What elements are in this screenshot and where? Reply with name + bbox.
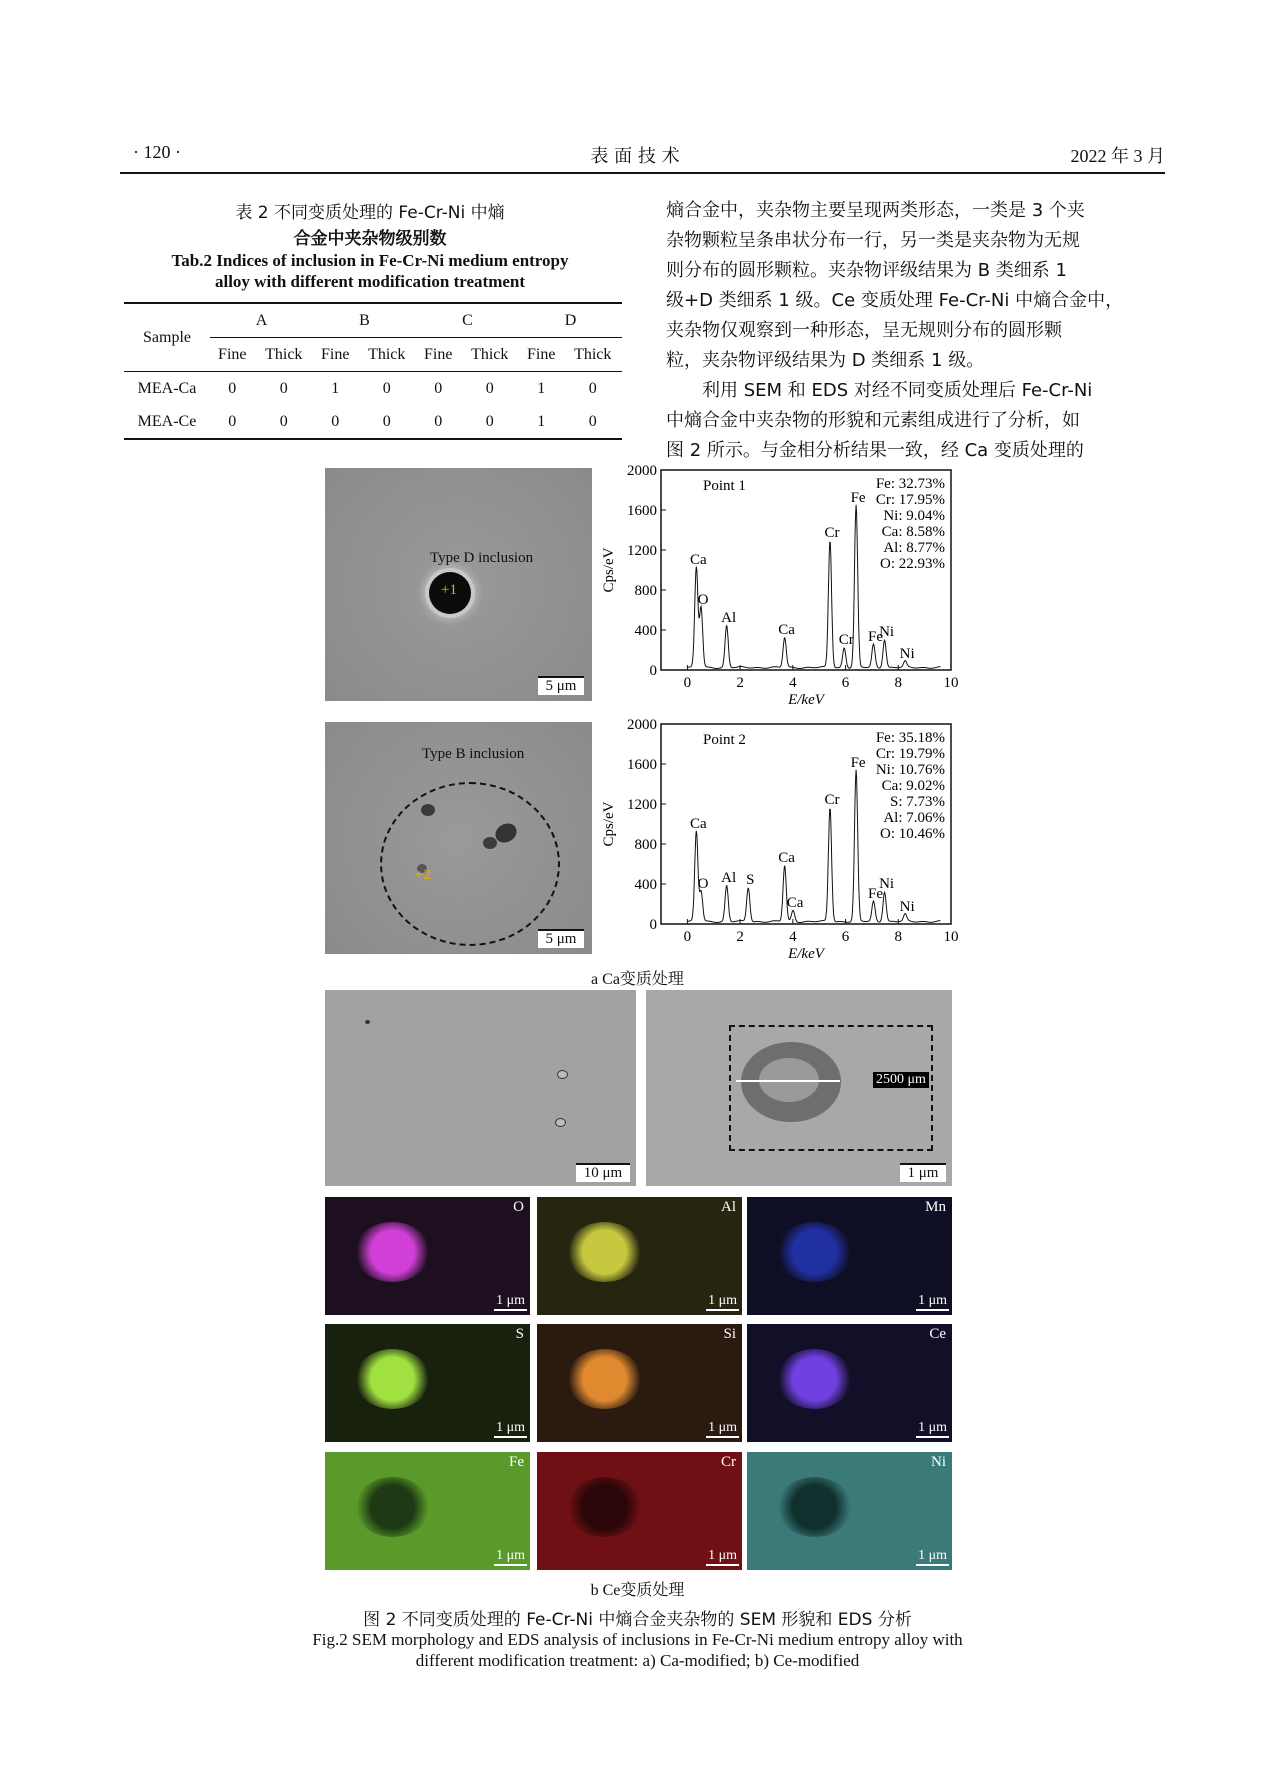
sub-thick: Thick xyxy=(564,338,623,372)
inclusion-particle xyxy=(557,1070,568,1079)
cell: 1 xyxy=(331,379,340,397)
cell: 0 xyxy=(434,379,443,397)
element-label: Ce xyxy=(929,1326,946,1342)
peak-label: Al xyxy=(721,610,737,626)
measure-label: 2500 μm xyxy=(873,1072,929,1088)
x-tick-label: 0 xyxy=(683,675,692,691)
composition-annotation: O: 22.93% xyxy=(880,556,945,572)
scale-bar: 1 μm xyxy=(494,1548,527,1566)
spectrum-title: Point 1 xyxy=(703,478,746,494)
scale-bar: 1 μm xyxy=(900,1163,946,1182)
y-tick-label: 1200 xyxy=(627,797,657,813)
composition-annotation: Ni: 10.76% xyxy=(875,762,945,778)
text-line: 则分布的圆形颗粒。夹杂物评级结果为 B 类细系 1 xyxy=(666,260,1067,281)
header-sample: Sample xyxy=(124,303,210,372)
cell: 1 xyxy=(537,412,546,430)
peak-label: Ca xyxy=(778,622,795,638)
x-tick-label: 4 xyxy=(789,675,797,691)
text-line: 中熵合金中夹杂物的形貌和元素组成进行了分析，如 xyxy=(666,410,1080,431)
composition-annotation: Al: 7.06% xyxy=(883,810,945,826)
element-label: Ni xyxy=(931,1454,946,1470)
text-line: 夹杂物仅观察到一种形态，呈无规则分布的圆形颗 xyxy=(666,320,1062,341)
peak-label: S xyxy=(746,872,755,888)
composition-annotation: Ni: 9.04% xyxy=(883,508,945,524)
x-tick-label: 10 xyxy=(943,675,959,691)
inclusion-particle xyxy=(421,804,435,816)
element-distribution-blob xyxy=(355,1477,430,1537)
x-tick-label: 2 xyxy=(736,675,744,691)
peak-label: Al xyxy=(721,870,737,886)
figure-caption-en-1: Fig.2 SEM morphology and EDS analysis of inclusions in Fe-Cr-Ni medium entropy alloy with xyxy=(312,1630,963,1649)
cell: 0 xyxy=(228,412,237,430)
composition-annotation: Ca: 9.02% xyxy=(881,778,945,794)
scale-bar: 1 μm xyxy=(494,1293,527,1311)
text-line: 利用 SEM 和 EDS 对经不同变质处理后 Fe-Cr-Ni xyxy=(702,380,1093,401)
subcaption-b: b Ce变质处理 xyxy=(590,1582,685,1599)
peak-label: Fe xyxy=(867,886,883,902)
element-label: Cr xyxy=(721,1454,736,1470)
eds-map-o xyxy=(325,1197,530,1315)
eds-map-ce xyxy=(747,1324,952,1442)
y-tick-label: 1200 xyxy=(627,543,657,559)
peak-label: Ca xyxy=(778,850,795,866)
cell: 0 xyxy=(485,379,494,397)
text-line: 级+D 类细系 1 级。Ce 变质处理 Fe-Cr-Ni 中熵合金中， xyxy=(666,290,1124,311)
table-title-en-2: alloy with different modification treatment xyxy=(214,272,526,291)
sub-thick: Thick xyxy=(255,338,313,372)
sub-fine: Fine xyxy=(210,338,255,372)
peak-label: Fe xyxy=(867,629,883,645)
inclusion-type-label: Type B inclusion xyxy=(422,746,525,762)
cell: 0 xyxy=(382,412,391,430)
element-distribution-blob xyxy=(777,1477,852,1537)
x-tick-label: 0 xyxy=(683,929,692,945)
eds-map-fe xyxy=(325,1452,530,1570)
point-marker: +1 xyxy=(441,582,457,598)
element-distribution-blob xyxy=(567,1349,642,1409)
peak-label: Ni xyxy=(879,876,895,892)
peak-label: Ca xyxy=(689,552,707,568)
header-group-d: D xyxy=(519,303,622,338)
y-tick-label: 800 xyxy=(634,837,657,853)
header-group-a: A xyxy=(210,303,313,338)
eds-map-ni xyxy=(747,1452,952,1570)
text-line: 熵合金中，夹杂物主要呈现两类形态，一类是 3 个夹 xyxy=(666,200,1085,221)
sub-fine: Fine xyxy=(519,338,564,372)
eds-spectrum-point-2 xyxy=(595,712,970,974)
inclusion-particle xyxy=(483,837,497,849)
element-label: Fe xyxy=(509,1454,524,1470)
element-distribution-blob xyxy=(567,1477,642,1537)
sub-thick: Thick xyxy=(358,338,416,372)
element-distribution-blob xyxy=(567,1222,642,1282)
peak-label: Cr xyxy=(824,525,840,541)
peak-label: Ni xyxy=(899,899,915,915)
x-tick-label: 8 xyxy=(894,675,903,691)
figure-caption-cn: 图 2 不同变质处理的 Fe-Cr-Ni 中熵合金夹杂物的 SEM 形貌和 EDS 分析 xyxy=(363,1610,912,1630)
inclusion-circle xyxy=(380,782,560,946)
element-distribution-blob xyxy=(355,1222,430,1282)
inclusion-type-label: Type D inclusion xyxy=(430,550,534,566)
element-distribution-blob xyxy=(355,1349,430,1409)
cell: 0 xyxy=(279,412,288,430)
sem-image-ce-detail xyxy=(646,990,952,1186)
body-paragraph-1 xyxy=(666,196,1163,466)
y-tick-label: 1600 xyxy=(627,757,657,773)
y-tick-label: 1600 xyxy=(627,503,657,519)
composition-annotation: Cr: 19.79% xyxy=(875,746,945,762)
scale-bar: 1 μm xyxy=(916,1548,949,1566)
peak-label: O xyxy=(697,592,709,608)
inclusion-table xyxy=(124,302,622,440)
cell: 0 xyxy=(331,412,340,430)
text-line: 杂物颗粒呈条串状分布一行，另一类是夹杂物为无规 xyxy=(666,230,1080,251)
text-line: 图 2 所示。与金相分析结果一致，经 Ca 变质处理的 xyxy=(666,440,1084,461)
row-name: MEA-Ca xyxy=(137,379,197,397)
y-tick-label: 400 xyxy=(634,623,657,639)
y-tick-label: 2000 xyxy=(627,717,657,733)
cell: 0 xyxy=(434,412,443,430)
x-tick-label: 8 xyxy=(894,929,903,945)
peak-label: Cr xyxy=(824,792,840,808)
eds-spectrum-point-1 xyxy=(595,458,970,720)
element-distribution-blob xyxy=(777,1349,852,1409)
header-group-b: B xyxy=(313,303,416,338)
y-tick-label: 800 xyxy=(634,583,657,599)
sub-thick: Thick xyxy=(461,338,519,372)
peak-label: O xyxy=(697,876,709,892)
table-row xyxy=(124,405,622,439)
peak-label: Cr xyxy=(838,632,854,648)
cell: 0 xyxy=(228,379,237,397)
composition-annotation: S: 7.73% xyxy=(889,794,945,810)
y-tick-label: 2000 xyxy=(627,463,657,479)
subcaption-a: a Ca变质处理 xyxy=(591,971,684,988)
composition-annotation: Fe: 35.18% xyxy=(875,730,945,746)
sem-image-ce-overview xyxy=(325,990,636,1186)
x-axis-label: E/keV xyxy=(788,946,824,962)
scale-bar: 5 μm xyxy=(538,676,584,695)
cell: 0 xyxy=(279,379,288,397)
element-label: S xyxy=(515,1326,524,1342)
cell: 0 xyxy=(485,412,494,430)
peak-label: Ni xyxy=(879,624,895,640)
x-axis-label: E/keV xyxy=(788,692,824,708)
x-tick-label: 4 xyxy=(789,929,797,945)
table-title-cn-2: 合金中夹杂物级别数 xyxy=(293,229,447,249)
eds-map-s xyxy=(325,1324,530,1442)
composition-annotation: O: 10.46% xyxy=(880,826,945,842)
figure-caption-en-2: different modification treatment: a) Ca-modified; b) Ce-modified xyxy=(415,1651,860,1670)
scale-bar: 1 μm xyxy=(494,1420,527,1438)
y-tick-label: 400 xyxy=(634,877,657,893)
sem-image-type-d xyxy=(325,468,592,701)
peak-label: Fe xyxy=(850,490,866,506)
element-label: O xyxy=(513,1199,524,1215)
scale-bar: 10 μm xyxy=(576,1163,630,1182)
sem-image-type-b xyxy=(325,722,592,954)
inclusion-particle xyxy=(555,1118,566,1127)
measure-line xyxy=(736,1080,840,1082)
eds-map-mn xyxy=(747,1197,952,1315)
x-tick-label: 10 xyxy=(943,929,959,945)
issue-date: 2022 年 3 月 xyxy=(1070,146,1165,166)
text-line: 粒，夹杂物评级结果为 D 类细系 1 级。 xyxy=(666,350,985,371)
header-rule xyxy=(120,172,1165,174)
journal-title: 表 面 技 术 xyxy=(590,146,680,167)
peak-label: Ni xyxy=(899,646,915,662)
sub-fine: Fine xyxy=(313,338,358,372)
table-title-en-1: Tab.2 Indices of inclusion in Fe-Cr-Ni medium entropy xyxy=(171,251,569,270)
scale-bar: 1 μm xyxy=(916,1293,949,1311)
composition-annotation: Cr: 17.95% xyxy=(875,492,945,508)
scale-bar: 1 μm xyxy=(706,1420,739,1438)
eds-map-al xyxy=(537,1197,742,1315)
point-marker: +2 xyxy=(415,867,431,883)
composition-annotation: Fe: 32.73% xyxy=(875,476,945,492)
element-label: Al xyxy=(721,1199,736,1215)
y-axis-label: Cps/eV xyxy=(601,547,617,593)
cell: 0 xyxy=(382,379,391,397)
scale-bar: 1 μm xyxy=(916,1420,949,1438)
peak-label: Ca xyxy=(786,895,804,911)
peak-label: Ca xyxy=(689,816,707,832)
cell: 0 xyxy=(588,412,597,430)
cell: 1 xyxy=(537,379,546,397)
element-label: Si xyxy=(723,1326,736,1342)
element-distribution-blob xyxy=(777,1222,852,1282)
x-tick-label: 6 xyxy=(841,929,850,945)
spectrum-title: Point 2 xyxy=(703,732,746,748)
eds-map-cr xyxy=(537,1452,742,1570)
y-tick-label: 0 xyxy=(649,917,657,933)
row-name: MEA-Ce xyxy=(137,412,197,430)
element-label: Mn xyxy=(925,1199,946,1215)
header-group-c: C xyxy=(416,303,519,338)
eds-map-si xyxy=(537,1324,742,1442)
composition-annotation: Ca: 8.58% xyxy=(881,524,945,540)
table-title-cn-1: 表 2 不同变质处理的 Fe-Cr-Ni 中熵 xyxy=(235,203,505,223)
x-tick-label: 6 xyxy=(841,675,850,691)
y-axis-label: Cps/eV xyxy=(601,801,617,847)
scale-bar: 1 μm xyxy=(706,1293,739,1311)
inclusion-particle xyxy=(365,1020,370,1024)
composition-annotation: Al: 8.77% xyxy=(883,540,945,556)
scale-bar: 5 μm xyxy=(538,929,584,948)
peak-label: Fe xyxy=(850,755,866,771)
x-tick-label: 2 xyxy=(736,929,744,945)
table-row xyxy=(124,372,622,406)
scale-bar: 1 μm xyxy=(706,1548,739,1566)
y-tick-label: 0 xyxy=(649,663,657,679)
cell: 0 xyxy=(588,379,597,397)
sub-fine: Fine xyxy=(416,338,461,372)
page-number: · 120 · xyxy=(133,142,181,162)
